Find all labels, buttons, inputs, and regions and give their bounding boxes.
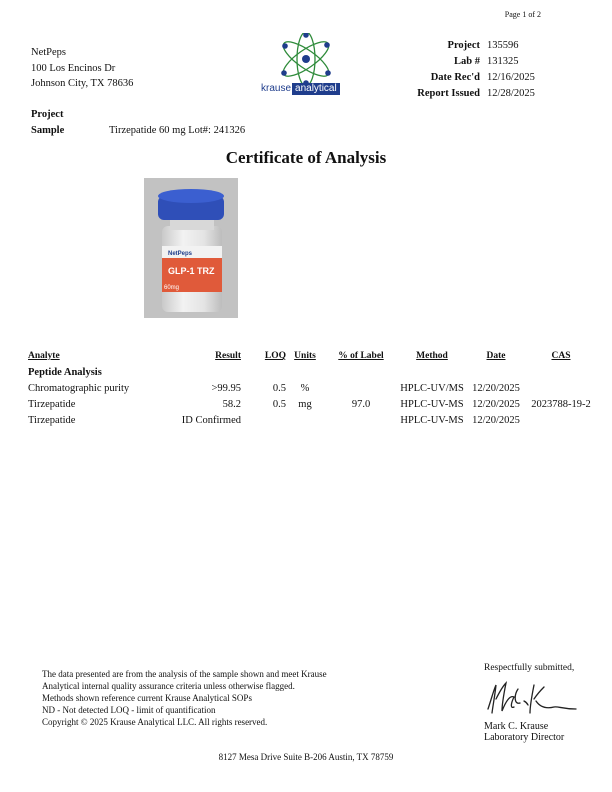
meta-label: Date Rec'd <box>430 72 480 83</box>
disclaimer-block <box>42 668 327 728</box>
project-label: Project <box>31 109 64 120</box>
vial-brand: NetPeps <box>168 251 193 257</box>
krause-analytical-logo <box>261 33 351 99</box>
meta-row-date-received <box>370 70 570 86</box>
logo-word-analytical: analytical <box>292 83 340 95</box>
sample-vial-photo <box>144 178 238 318</box>
cell-method: HPLC-UV/MS <box>400 382 464 394</box>
disclaimer-line: The data presented are from the analysis of the sample shown and meet Krause <box>42 669 327 679</box>
signer-name: Mark C. Krause <box>484 721 549 732</box>
client-address-block <box>31 45 133 92</box>
header-percent-of-label: % of Label <box>338 351 384 361</box>
results-table <box>28 348 596 428</box>
meta-label: Report Issued <box>417 88 480 99</box>
meta-row-lab <box>370 54 570 70</box>
meta-value: 135596 <box>487 40 519 51</box>
disclaimer-line: Copyright © 2025 Krause Analytical LLC. All rights reserved. <box>42 717 268 727</box>
header-date: Date <box>486 351 506 361</box>
cell-loq: 0.5 <box>272 382 286 394</box>
cell-date: 12/20/2025 <box>472 398 520 410</box>
handwritten-signature <box>484 679 580 717</box>
signature-block <box>484 663 580 743</box>
cell-analyte: Chromatographic purity <box>28 382 130 394</box>
cell-date: 12/20/2025 <box>472 414 520 426</box>
vial-dose: 60mg <box>164 285 180 291</box>
cell-method: HPLC-UV-MS <box>400 414 464 426</box>
table-header-row <box>28 348 596 364</box>
client-name: NetPeps <box>31 47 66 58</box>
cell-units <box>286 412 324 428</box>
table-row <box>28 412 596 428</box>
document-title: Certificate of Analysis <box>225 148 387 167</box>
logo-word-krause: krause <box>261 83 292 94</box>
cell-date: 12/20/2025 <box>472 382 520 394</box>
header-units: Units <box>294 351 316 361</box>
meta-row-report-issued <box>370 86 570 102</box>
group-label: Peptide Analysis <box>28 366 102 378</box>
signer-title: Laboratory Director <box>484 732 565 743</box>
client-address-line1: 100 Los Encinos Dr <box>31 62 116 74</box>
cell-percent-of-label <box>324 412 398 428</box>
sample-value: Tirzepatide 60 mg Lot#: 241326 <box>109 125 246 136</box>
table-row <box>28 396 596 412</box>
respectfully-submitted: Respectfully submitted, <box>484 663 575 673</box>
cell-result: ID Confirmed <box>181 414 241 426</box>
cell-percent-of-label: 97.0 <box>351 398 371 410</box>
report-meta <box>370 38 570 102</box>
disclaimer-line: ND - Not detected LOQ - limit of quantification <box>42 705 216 715</box>
header-method: Method <box>416 351 448 361</box>
table-row <box>28 380 596 396</box>
header-loq: LOQ <box>264 351 286 361</box>
cell-method: HPLC-UV-MS <box>400 398 464 410</box>
cell-units: mg <box>298 398 312 410</box>
cell-analyte: Tirzepatide <box>28 398 76 410</box>
page-number: Page 1 of 2 <box>504 10 541 19</box>
meta-value: 12/16/2025 <box>487 72 535 83</box>
meta-value: 12/28/2025 <box>487 88 535 99</box>
cell-loq: 0.5 <box>272 398 286 410</box>
cell-analyte: Tirzepatide <box>28 414 76 426</box>
meta-label: Lab # <box>454 56 480 67</box>
cell-cas <box>526 412 596 428</box>
cell-loq <box>241 412 286 428</box>
cell-units: % <box>300 382 310 394</box>
logo-wordmark <box>261 83 340 94</box>
cell-result: 58.2 <box>222 398 241 410</box>
table-group-row <box>28 364 596 380</box>
header-cas: CAS <box>551 351 571 361</box>
cell-cas: 2023788-19-2 <box>531 398 591 410</box>
cell-percent-of-label <box>324 380 398 396</box>
cell-cas <box>526 380 596 396</box>
meta-row-project <box>370 38 570 54</box>
sample-label: Sample <box>31 125 65 136</box>
footer-address: 8127 Mesa Drive Suite B-206 Austin, TX 78759 <box>218 752 394 762</box>
disclaimer-line: Methods shown reference current Krause Analytical SOPs <box>42 693 252 703</box>
client-address-line2: Johnson City, TX 78636 <box>31 78 134 89</box>
disclaimer-line: Analytical internal quality assurance criteria unless otherwise flagged. <box>42 681 295 691</box>
cell-result: >99.95 <box>211 382 241 394</box>
header-analyte: Analyte <box>28 351 60 361</box>
vial-product: GLP-1 TRZ <box>168 266 215 276</box>
meta-value: 131325 <box>487 56 519 67</box>
meta-label: Project <box>447 40 480 51</box>
header-result: Result <box>215 351 241 361</box>
atom-icon <box>275 33 337 85</box>
